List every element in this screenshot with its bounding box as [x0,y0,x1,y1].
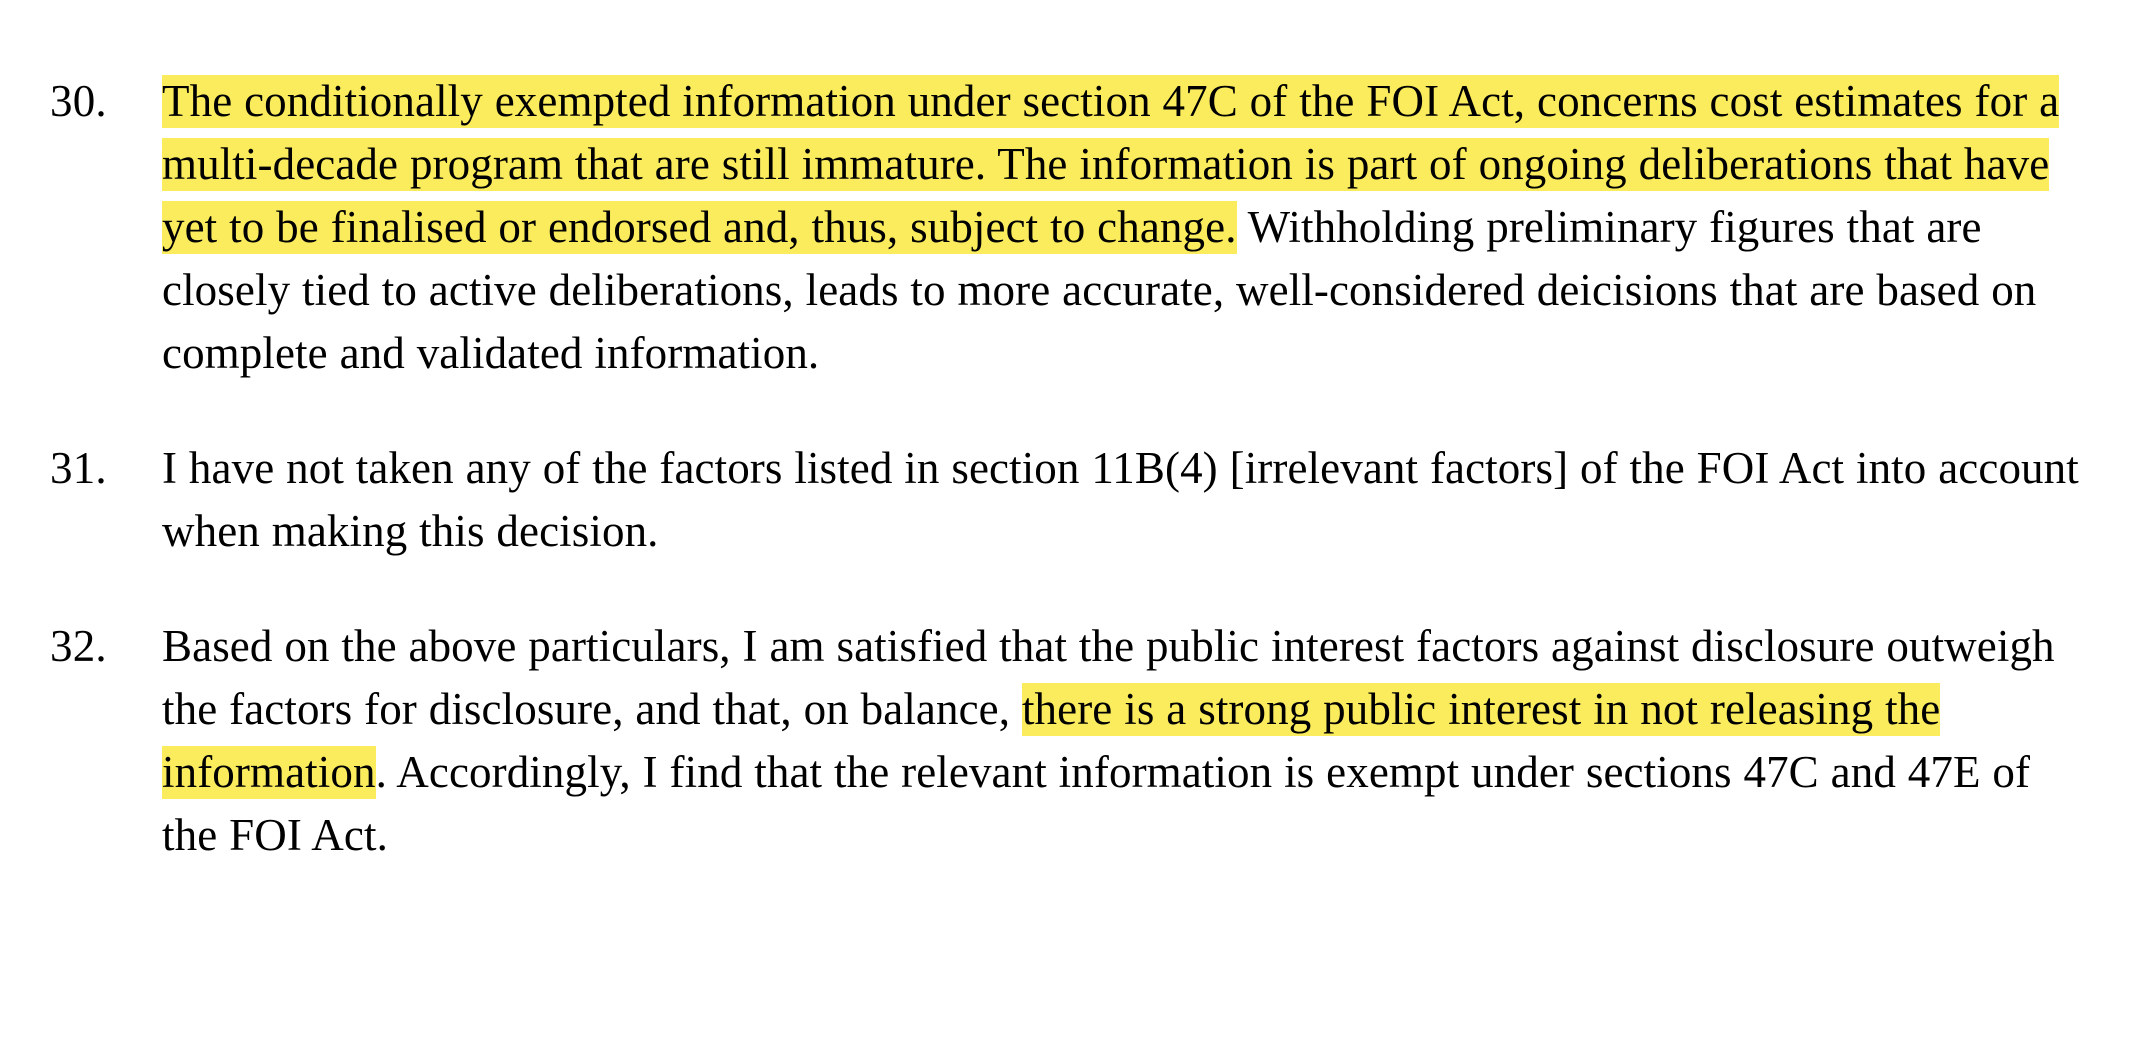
paragraph-31 [40,437,2080,563]
paragraph-text [162,437,2080,563]
paragraph-text [162,615,2080,867]
paragraph-32 [40,615,2080,867]
paragraph-30 [40,70,2080,385]
paragraph-text [162,70,2080,385]
paragraph-number: 31. [50,443,107,493]
paragraph-number: 30. [50,76,107,126]
paragraph-number: 32. [50,621,107,671]
plain-text: Based on the above particulars, I am satisfied that the public interest factors against disclosure outweigh the factors for disclosure, and that, on balance, [162,621,2055,734]
plain-text: . Accordingly, I find that the relevant information is exempt under sections 47C and 47E of the FOI Act. [162,747,2031,860]
highlighted-text: there is a strong public interest in not releasing the information [162,684,1941,797]
plain-text: I have not taken any of the factors listed in section 11B(4) [irrelevant factors] of the FOI Act into account when making this decision. [162,443,2079,556]
plain-text: Withholding preliminary figures that are closely tied to active deliberations, leads to more accurate, well-considered deicisions that are based on complete and validated information. [162,202,2037,378]
highlighted-text: The conditionally exempted information under section 47C of the FOI Act, concerns cost estimates for a multi-decade program that are still immature. The information is part of ongoing deliberations that have yet to be finalised or endorsed and, thus, subject to change. [162,76,2060,252]
